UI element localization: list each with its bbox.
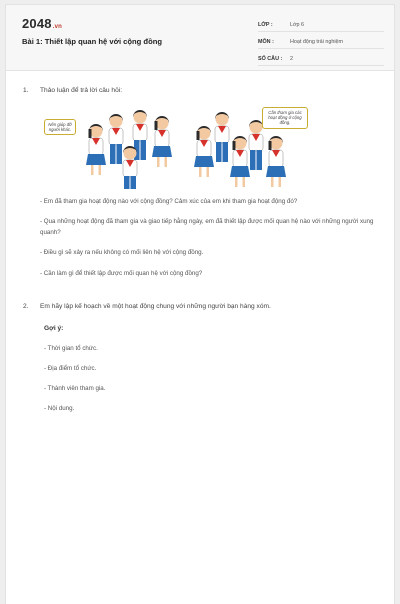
worksheet-header [6,5,394,71]
lesson-title: Bài 1: Thiết lập quan hệ với cộng đồng [22,37,162,46]
meta-value: Lớp 6 [290,22,305,28]
question-1-item: - Cần làm gì để thiết lập được mối quan hệ với cộng đồng? [40,270,203,277]
student-skirt [194,156,214,167]
question-1-number: 1. [23,87,29,94]
student-trousers [223,142,229,162]
student-leg [91,165,94,175]
students-discussion-illustration [44,105,314,189]
student-leg [207,167,210,177]
meta-key: MÔN : [258,39,274,45]
lesson-meta [258,18,384,69]
hint-item: - Nội dung. [44,405,75,412]
student-hair [155,121,158,130]
question-2-number: 2. [23,303,29,310]
student-hair [197,131,200,140]
student-trousers [131,176,137,189]
meta-key: SỐ CÂU : [258,56,283,62]
question-1-text: Thảo luận để trả lời câu hỏi: [40,87,123,94]
student-skirt [230,166,250,177]
question-2-text: Em hãy lập kế hoạch về một hoạt động chung với những người bạn hàng xóm. [40,303,271,310]
meta-value: Hoạt động trải nghiệm [290,39,344,45]
hint-item: - Thời gian tổ chức. [44,345,98,352]
student-trousers [124,176,130,189]
student-leg [165,157,168,167]
worksheet-page [5,4,395,604]
question-1-item: - Qua những hoạt động đã tham gia và giao tiếp hằng ngày, em đã thiết lập được mối quan hệ nào với những người xung quanh? [40,218,374,236]
student-leg [99,165,102,175]
student-trousers [117,144,123,164]
hint-item: - Thành viên tham gia. [44,385,106,392]
meta-row-grade [258,18,384,32]
student-trousers [250,150,256,170]
speech-bubble-left: Nên giúp đỡ người khác. [44,119,76,135]
site-logo[interactable]: 2048.vn [22,16,63,31]
student-trousers [141,140,147,160]
student-leg [279,177,282,187]
student-skirt [86,154,106,165]
student-trousers [257,150,263,170]
meta-value: 2 [290,56,293,62]
question-1-item: - Em đã tham gia hoạt động nào với cộng đồng? Cảm xúc của em khi tham gia hoạt động đó? [40,198,298,205]
student-leg [157,157,160,167]
student-hair [269,141,272,150]
student-trousers [216,142,222,162]
student-leg [243,177,246,187]
student-hair [233,141,236,150]
meta-row-question-count [258,52,384,66]
student-hair [89,129,92,138]
speech-bubble-right: Cần tham gia các hoạt động ở cộng đồng. [262,107,308,129]
student-leg [271,177,274,187]
hint-item: - Địa điểm tổ chức. [44,365,97,372]
student-leg [235,177,238,187]
question-1-item: - Điều gì sẽ xảy ra nếu không có mối liên hệ với cộng đồng. [40,249,204,256]
student-skirt [266,166,286,177]
student-trousers [110,144,116,164]
student-leg [199,167,202,177]
meta-key: LỚP : [258,22,273,28]
student-skirt [152,146,172,157]
meta-row-subject [258,35,384,49]
hint-title: Gợi ý: [44,325,64,332]
